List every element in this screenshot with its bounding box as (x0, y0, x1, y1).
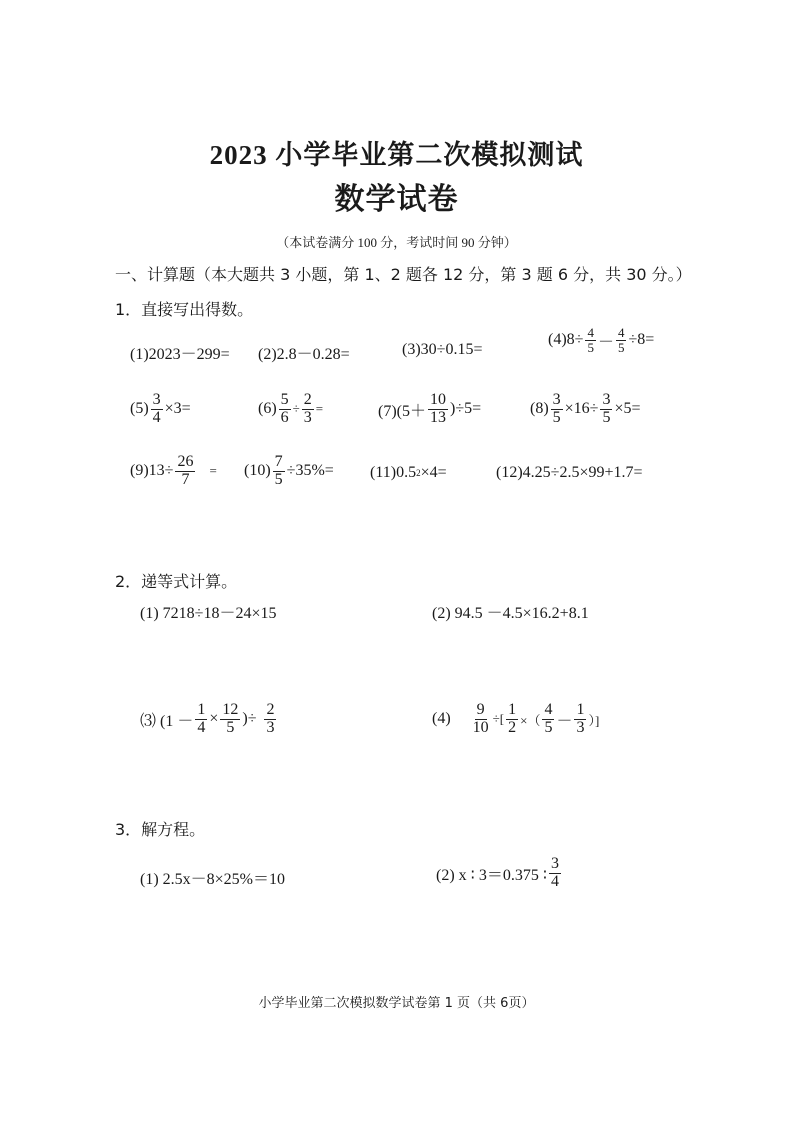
q2-3 (140, 702, 278, 737)
q1-11 (370, 464, 447, 482)
q3-1: (1) 2.5x－8×25%＝10 (140, 871, 286, 888)
q1-11-sup: 2 (416, 468, 421, 478)
q1-5-pre: (5) (130, 400, 149, 418)
q3-2 (436, 856, 563, 891)
q2-4-pre: (4) (432, 710, 451, 728)
q1-5 (130, 392, 191, 427)
q1-4-frac2: $\frac{4}{5}$ (617, 325, 625, 355)
q1-9 (130, 454, 217, 489)
q2-4-post: ）] (588, 712, 600, 728)
q1-4-post: ÷8= (628, 331, 655, 349)
q1-4-mid: － (597, 333, 614, 351)
q1-2: (2)2.8－0.28= (258, 346, 350, 363)
q1-10 (244, 454, 334, 489)
q1-8 (530, 392, 641, 427)
q1-6 (258, 392, 323, 427)
q1-5-frac: $\frac{3}{4}$ (152, 391, 161, 426)
q2-3-mid2: )÷ (242, 710, 257, 728)
q1-7-pre: (7)(5＋ (378, 402, 426, 420)
q1-9-pre: (9)13÷ (130, 462, 174, 480)
q1-9-post: = (209, 463, 217, 479)
q1-3: (3)30÷0.15= (402, 341, 483, 358)
q1-4-frac1: $\frac{4}{5}$ (587, 325, 594, 355)
q2-4-frac3: $\frac{4}{5}$ (544, 701, 553, 736)
q3-2-frac: $\frac{3}{4}$ (551, 855, 559, 890)
q1-6-frac1: $\frac{5}{6}$ (280, 391, 289, 426)
q1-10-frac: $\frac{7}{5}$ (274, 453, 283, 488)
q1-8-pre: (8) (530, 400, 549, 418)
q1-8-post: ×5= (614, 400, 641, 418)
q1-7 (378, 392, 481, 427)
q1-6-post: = (315, 401, 324, 417)
q1-8-frac2: $\frac{3}{5}$ (602, 391, 611, 426)
exam-title: 2023 小学毕业第二次模拟测试 (209, 140, 584, 170)
q1-8-mid: ×16÷ (564, 400, 599, 418)
q1-6-pre: (6) (258, 400, 277, 418)
q1-10-post: ÷35%= (286, 462, 334, 480)
section-heading: 一、计算题（本大题共 3 小题，第 1、2 题各 12 分，第 3 题 6 分，共 30 分。） (115, 265, 692, 284)
q2-4-mid: ÷[ (492, 711, 505, 727)
q1-11-pre: (11)0.5 (370, 464, 417, 481)
q2-2: (2) 94.5 －4.5×16.2+8.1 (432, 605, 589, 622)
q2-1: (1) 7218÷18－24×15 (140, 605, 277, 622)
page-footer: 小学毕业第二次模拟数学试卷第 1 页（共 6页） (258, 996, 535, 1011)
q1-6-mid: ÷ (292, 401, 300, 417)
q2-3-mid: × (209, 710, 219, 728)
q2-3-frac2: $\frac{12}{5}$ (222, 701, 239, 736)
q2-4-frac4: $\frac{1}{3}$ (576, 701, 585, 736)
q2-4-mid2: ×（ (520, 712, 541, 728)
q2-4-frac2: $\frac{1}{2}$ (508, 701, 517, 736)
q1-8-frac1: $\frac{3}{5}$ (552, 391, 561, 426)
q2-3-frac3: $\frac{2}{3}$ (266, 701, 275, 736)
q2-4-frac1: $\frac{9}{10}$ (472, 701, 489, 736)
q1-1: (1)2023－299= (130, 346, 230, 363)
exam-subtitle: 数学试卷 (334, 183, 459, 216)
q1-4 (548, 326, 654, 354)
exam-note: （本试卷满分 100 分，考试时间 90 分钟） (276, 235, 517, 250)
q1-5-post: ×3= (164, 400, 191, 418)
q1-4-pre: (4)8÷ (548, 331, 584, 349)
part1-title: 1．直接写出得数。 (115, 300, 254, 319)
part3-title: 3．解方程。 (115, 820, 206, 839)
q1-10-pre: (10) (244, 462, 271, 480)
q1-7-frac: $\frac{10}{13}$ (430, 391, 446, 426)
q1-9-frac: $\frac{26}{7}$ (177, 453, 194, 488)
part2-title: 2．递等式计算。 (115, 572, 238, 591)
q1-7-post: )÷5= (450, 400, 482, 418)
q1-11-post: ×4= (420, 464, 447, 481)
q2-3-frac1: $\frac{1}{4}$ (197, 701, 206, 736)
q1-6-frac2: $\frac{2}{3}$ (303, 391, 312, 426)
q2-4 (432, 702, 599, 737)
q3-2-pre: (2) x ∶ 3＝0.375 ∶ (436, 866, 547, 884)
q2-4-mid3: － (556, 712, 573, 730)
q2-3-pre: ⑶ (1 － (140, 712, 194, 730)
q1-12: (12)4.25÷2.5×99+1.7= (496, 464, 643, 481)
